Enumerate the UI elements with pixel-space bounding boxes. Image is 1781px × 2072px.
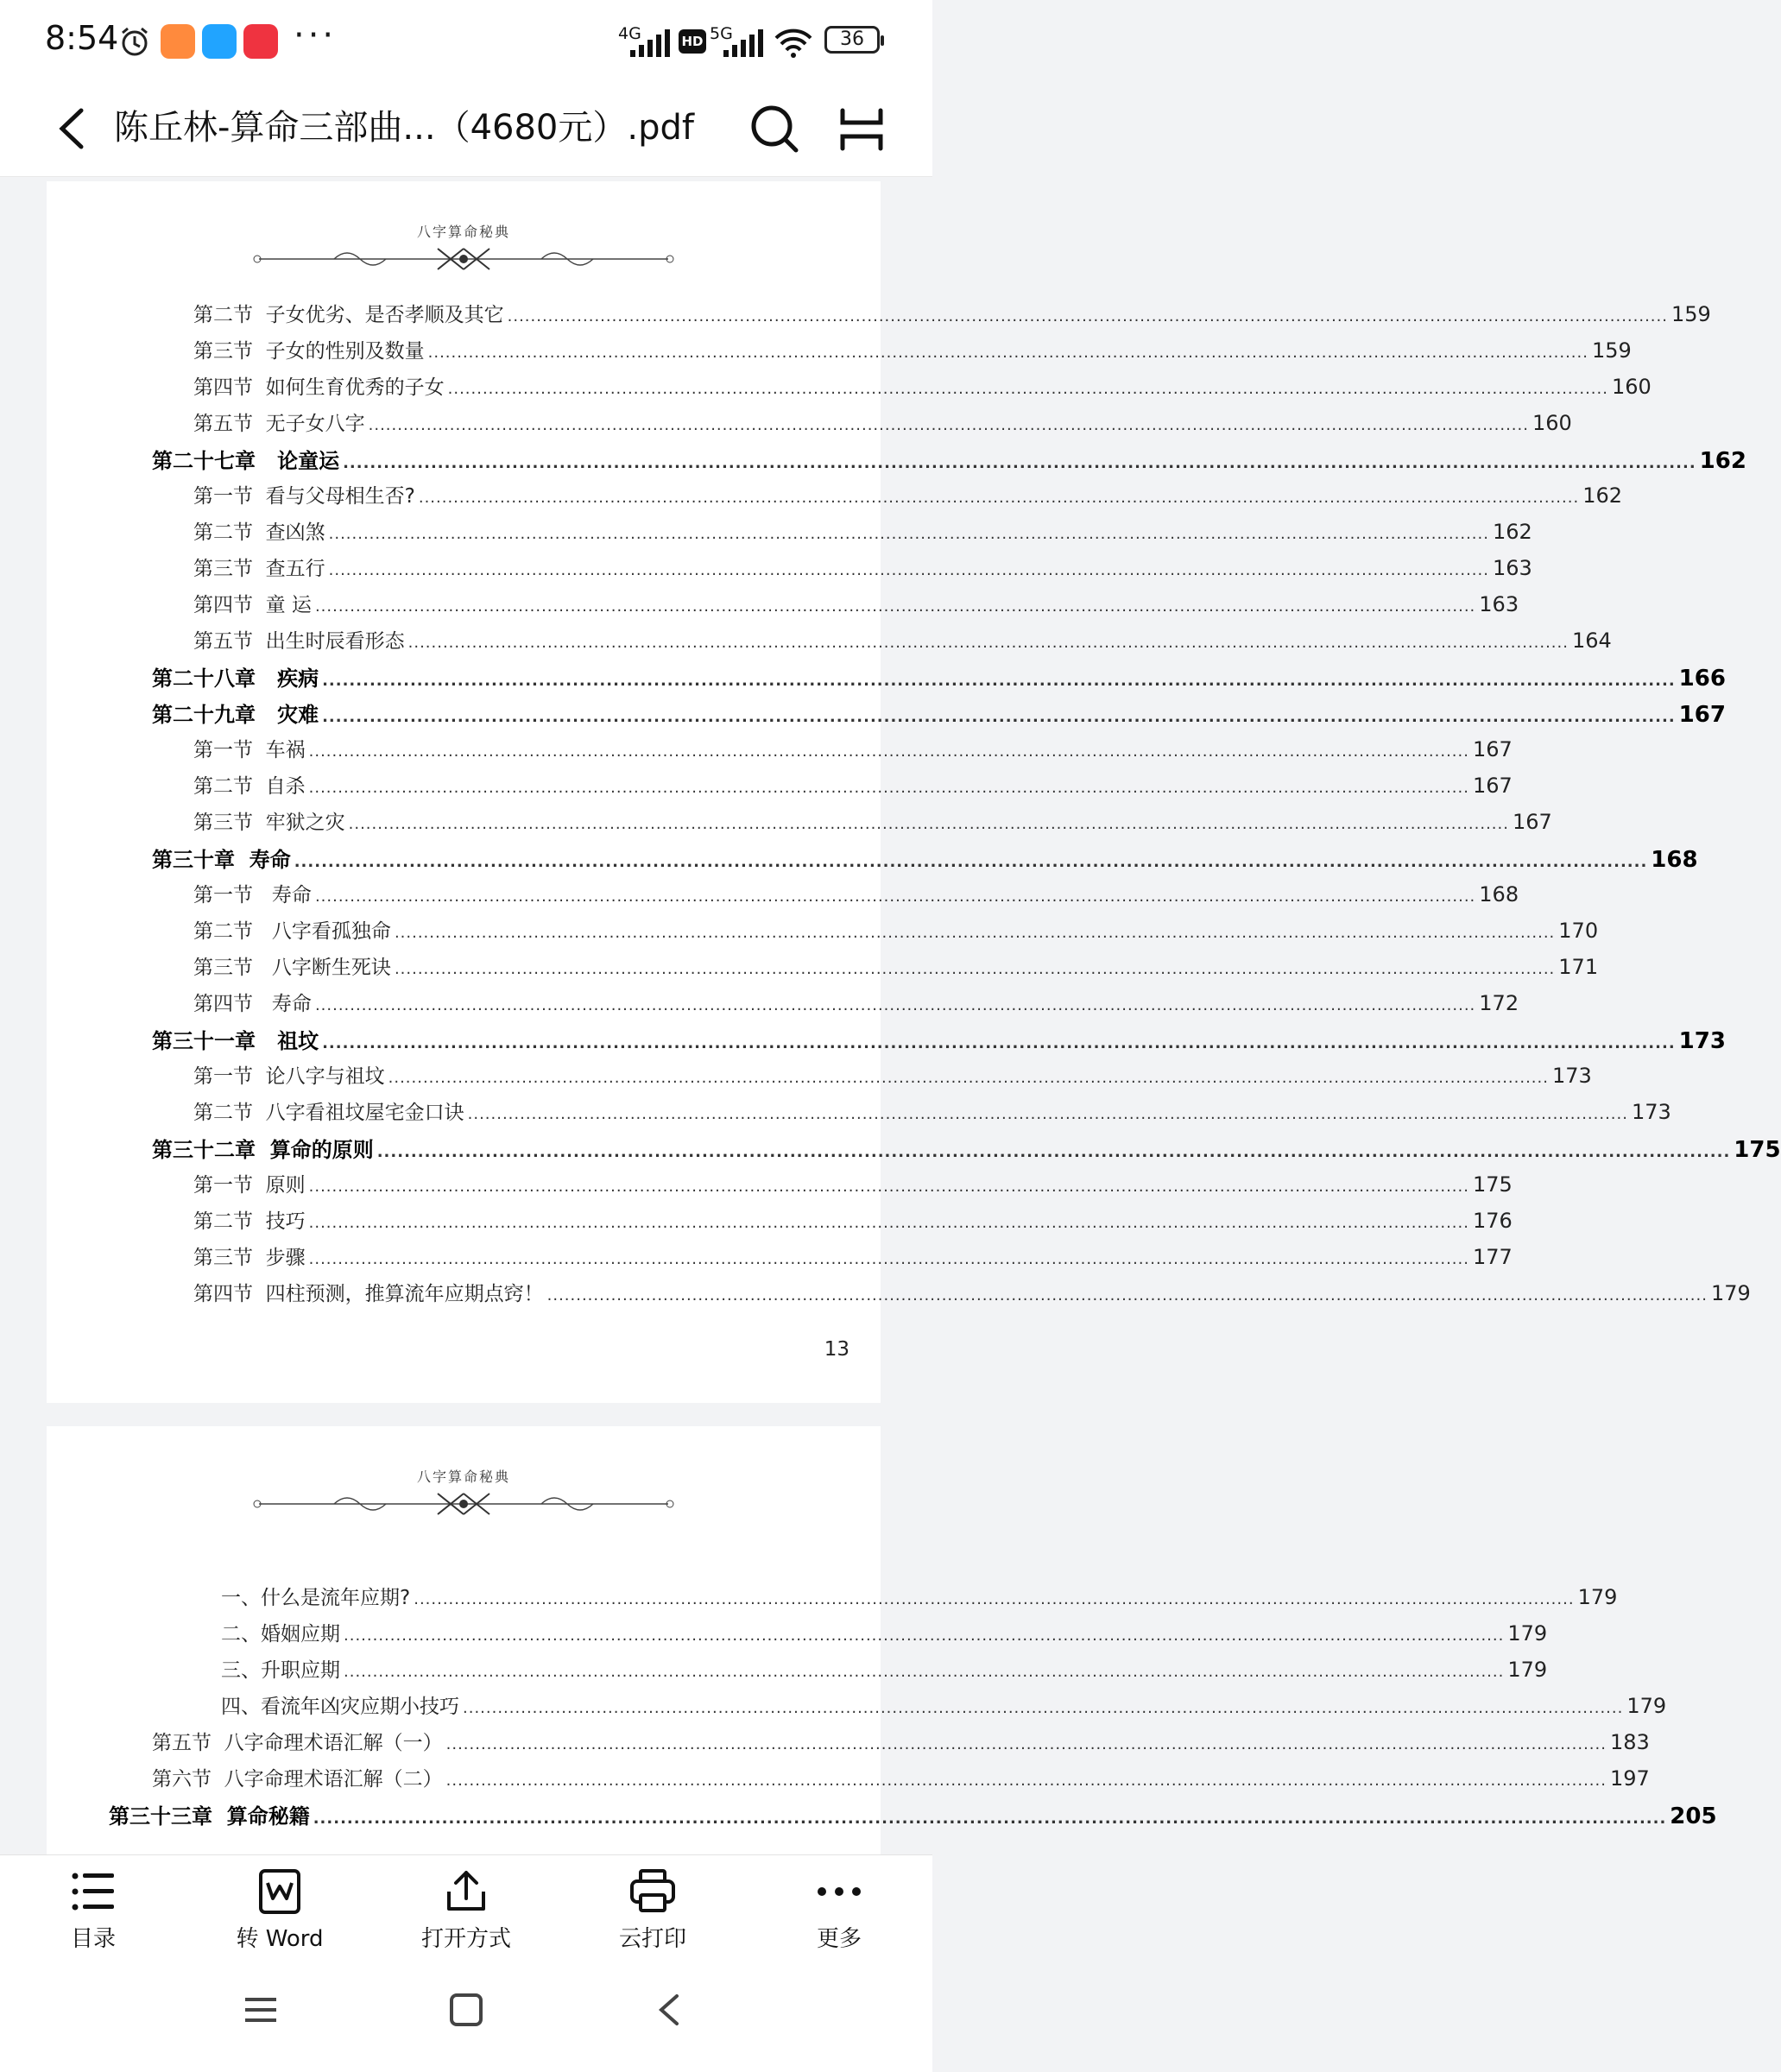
toc-entry-label: 第二节 查凶煞 <box>193 521 325 544</box>
toc-entry-label: 第五节 八字命理术语汇解（一） <box>152 1732 443 1754</box>
toc-section-row <box>193 1241 1513 1270</box>
toc-entry-label: 第四节 童 运 <box>193 594 312 616</box>
toc-entry-page: 167 <box>1472 737 1513 761</box>
page-header-ornament <box>47 1466 881 1519</box>
dot-leader: ........................................................................................................................................................................................................ <box>447 380 1608 398</box>
dot-leader: ........................................................................................................................................................................................................ <box>445 1735 1607 1753</box>
toc-section-row <box>221 1582 1618 1610</box>
dot-leader: ........................................................................................................................................................................................................ <box>328 561 1489 579</box>
toc-section-row <box>221 1654 1548 1683</box>
toc-entry-label: 第三节 八字断生死诀 <box>193 957 391 979</box>
toc-section-row <box>193 371 1652 400</box>
toc-entry-label: 第四节 如何生育优秀的子女 <box>193 376 445 399</box>
dot-leader: ........................................................................................................................................................................................................ <box>328 525 1489 543</box>
back-arrow-icon[interactable] <box>43 98 104 159</box>
dot-leader: ........................................................................................................................................................................................................ <box>467 1105 1628 1123</box>
dot-leader: ........................................................................................................................................................................................................ <box>394 924 1556 942</box>
dot-leader: ........................................................................................................................................................................................................ <box>343 454 1696 472</box>
toc-chapter-row <box>152 698 1726 728</box>
more-label: 更多 <box>816 1926 862 1952</box>
dot-leader: ........................................................................................................................................................................................................ <box>427 344 1588 362</box>
toc-entry-page: 173 <box>1631 1100 1671 1124</box>
dot-leader: ........................................................................................................................................................................................................ <box>445 1772 1607 1790</box>
toc-entry-label: 第三十二章 算命的原则 <box>152 1138 374 1162</box>
convert-to-word-label: 转 Word <box>236 1926 324 1952</box>
toc-entry-label: 第六节 八字命理术语汇解（二） <box>152 1768 443 1791</box>
toc-entry-page: 175 <box>1734 1137 1781 1163</box>
toc-entry-label: 第二十八章 疾病 <box>152 666 319 691</box>
dot-leader: ........................................................................................................................................................................................................ <box>308 779 1469 797</box>
title-bar <box>0 83 932 177</box>
nav-back-icon[interactable] <box>653 1993 687 2027</box>
toc-section-row <box>193 625 1612 654</box>
system-nav-bar <box>0 1958 932 2072</box>
toc-section-row <box>193 879 1519 907</box>
toc-entry-label: 第一节 原则 <box>193 1174 306 1197</box>
dot-leader: ........................................................................................................................................................................................................ <box>308 1178 1469 1196</box>
toc-section-row <box>221 1618 1548 1646</box>
more-notifications-icon: ··· <box>294 16 338 55</box>
pdf-page-13[interactable] <box>47 181 1781 1403</box>
dot-leader: ........................................................................................................................................................................................................ <box>376 1143 1731 1161</box>
toc-section-row <box>193 589 1519 617</box>
toc-section-row <box>193 1169 1513 1197</box>
toc-section-row <box>221 1690 1667 1719</box>
toc-section-row <box>193 1060 1592 1089</box>
page-header-title: 八字算命秘典 <box>416 1469 510 1485</box>
dot-leader: ........................................................................................................................................................................................................ <box>314 597 1476 616</box>
bottom-toolbar <box>0 1854 932 1959</box>
toc-section-row <box>193 553 1532 581</box>
more-button[interactable] <box>761 1867 917 1953</box>
toc-section-row <box>193 1096 1671 1125</box>
toc-chapter-row <box>152 1133 1781 1163</box>
toc-section-row <box>193 1278 1751 1306</box>
toc-entry-label: 第三节 牢狱之灾 <box>193 812 345 834</box>
hd-badge: HD <box>679 29 706 54</box>
dot-leader: ........................................................................................................................................................................................................ <box>314 888 1476 906</box>
toc-entry-page: 163 <box>1492 556 1532 580</box>
dot-leader: ........................................................................................................................................................................................................ <box>308 1214 1469 1232</box>
toc-entry-page: 167 <box>1472 774 1513 798</box>
toc-entry-page: 179 <box>1626 1694 1667 1718</box>
dot-leader: ........................................................................................................................................................................................................ <box>463 1699 1624 1717</box>
toc-entry-page: 173 <box>1678 1028 1726 1054</box>
dot-leader: ........................................................................................................................................................................................................ <box>368 416 1529 434</box>
cloud-print-button[interactable] <box>575 1867 730 1953</box>
more-icon <box>813 1867 865 1916</box>
toc-entry-page: 162 <box>1582 483 1622 508</box>
toc-entry-page: 159 <box>1670 302 1711 326</box>
toc-entry-label: 第二节 八字看孤独命 <box>193 920 391 943</box>
toc-entry-page: 164 <box>1571 629 1612 653</box>
dot-leader: ........................................................................................................................................................................................................ <box>294 853 1648 871</box>
toc-chapter-row <box>109 1799 1717 1829</box>
toc-entry-label: 第一节 车祸 <box>193 739 306 761</box>
toc-chapter-row <box>152 444 1746 474</box>
pdf-page-14[interactable] <box>47 1426 1717 1858</box>
toc-entry-label: 第二节 自杀 <box>193 775 306 798</box>
toc-entry-label: 第一节 寿命 <box>193 884 312 906</box>
toc-chapter-row <box>152 843 1698 873</box>
dot-leader: ........................................................................................................................................................................................................ <box>322 1034 1676 1052</box>
toc-entry-label: 一、什么是流年应期? <box>221 1587 411 1609</box>
toc-entry-page: 179 <box>1507 1658 1548 1682</box>
toc-entry-label: 第四节 寿命 <box>193 993 312 1015</box>
page-number: 13 <box>824 1338 849 1361</box>
dot-leader: ........................................................................................................................................................................................................ <box>394 960 1556 978</box>
toc-entry-label: 第二十七章 论童运 <box>152 449 340 473</box>
toc-entry-page: 162 <box>1492 520 1532 544</box>
toc-entry-page: 167 <box>1512 810 1552 834</box>
dot-leader: ........................................................................................................................................................................................................ <box>348 815 1509 833</box>
toc-section-row <box>152 1763 1650 1791</box>
signal-bars-icon <box>630 29 670 57</box>
toc-entry-page: 177 <box>1472 1245 1513 1269</box>
toc-entry-page: 176 <box>1472 1209 1513 1233</box>
toc-entry-page: 160 <box>1611 375 1652 399</box>
toc-entry-page: 163 <box>1479 592 1519 616</box>
dot-leader: ........................................................................................................................................................................................................ <box>407 634 1569 652</box>
toc-entry-label: 第三节 子女的性别及数量 <box>193 340 425 363</box>
toc-entry-label: 第三节 步骤 <box>193 1247 306 1269</box>
ornament-divider <box>252 244 675 274</box>
status-bar <box>0 0 932 83</box>
alarm-icon <box>117 24 152 59</box>
ornament-divider <box>252 1489 675 1519</box>
home-icon[interactable] <box>449 1993 483 2027</box>
dot-leader: ........................................................................................................................................................................................................ <box>313 1810 1667 1828</box>
toc-section-row <box>193 516 1532 545</box>
toc-entry-page: 167 <box>1678 702 1726 728</box>
toc-entry-page: 205 <box>1670 1804 1717 1829</box>
dot-leader: ........................................................................................................................................................................................................ <box>308 1250 1469 1268</box>
toc-section-row <box>193 407 1572 436</box>
toc-entry-page: 171 <box>1558 955 1599 979</box>
toc-entry-page: 160 <box>1532 411 1572 435</box>
word-icon <box>254 1867 306 1916</box>
toc-entry-page: 166 <box>1678 666 1726 692</box>
list-icon <box>67 1867 119 1916</box>
toc-entry-label: 第三十一章 祖坟 <box>152 1029 319 1053</box>
dot-leader: ........................................................................................................................................................................................................ <box>308 742 1469 761</box>
network-4g-label: 4G <box>618 24 641 43</box>
toc-entry-page: 179 <box>1577 1585 1618 1609</box>
dot-leader: ........................................................................................................................................................................................................ <box>322 672 1676 690</box>
battery-indicator: 36 <box>824 26 880 54</box>
toc-entry-label: 第一节 论八字与祖坟 <box>193 1065 385 1088</box>
toc-entry-label: 第二节 八字看祖坟屋宅金口诀 <box>193 1102 464 1124</box>
page-header-title: 八字算命秘典 <box>416 224 510 240</box>
toc-chapter-row <box>152 1024 1726 1054</box>
toc-section-row <box>193 1205 1513 1234</box>
toc-entry-label: 第二节 子女优劣、是否孝顺及其它 <box>193 304 504 326</box>
wifi-icon <box>774 28 813 59</box>
toc-section-row <box>193 734 1513 762</box>
search-icon[interactable] <box>744 98 805 159</box>
toc-entry-page: 172 <box>1479 991 1519 1015</box>
dot-leader: ........................................................................................................................................................................................................ <box>344 1663 1505 1681</box>
chat-app-icon <box>202 24 237 59</box>
dot-leader: ........................................................................................................................................................................................................ <box>418 489 1580 507</box>
split-view-icon[interactable] <box>834 102 889 157</box>
toc-section-row <box>193 988 1519 1016</box>
cloud-print-label: 云打印 <box>618 1926 686 1952</box>
toc-entry-label: 第五节 无子女八字 <box>193 413 365 435</box>
dot-leader: ........................................................................................................................................................................................................ <box>546 1286 1708 1304</box>
toc-entry-label: 第一节 看与父母相生否? <box>193 485 415 508</box>
shopping-app-icon <box>161 24 195 59</box>
toc-entry-page: 179 <box>1710 1281 1751 1305</box>
menu-icon[interactable] <box>243 1993 278 2027</box>
toc-entry-label: 第三十三章 算命秘籍 <box>109 1804 310 1829</box>
toc-section-row <box>193 951 1599 980</box>
open-with-button[interactable] <box>388 1867 544 1953</box>
toc-chapter-row <box>152 661 1726 692</box>
toc-label: 目录 <box>70 1926 116 1952</box>
toc-entry-page: 179 <box>1507 1621 1548 1646</box>
news-app-icon <box>243 24 278 59</box>
toc-entry-label: 三、升职应期 <box>221 1659 340 1682</box>
toc-section-row <box>152 1727 1650 1755</box>
dot-leader: ........................................................................................................................................................................................................ <box>314 996 1476 1014</box>
toc-section-row <box>193 299 1711 327</box>
dot-leader: ........................................................................................................................................................................................................ <box>322 708 1676 726</box>
dot-leader: ........................................................................................................................................................................................................ <box>344 1627 1505 1645</box>
toc-section-row <box>193 770 1513 799</box>
dot-leader: ........................................................................................................................................................................................................ <box>388 1069 1549 1087</box>
toc-entry-label: 第二十九章 灾难 <box>152 703 319 727</box>
open-with-label: 打开方式 <box>420 1926 511 1952</box>
toc-entry-page: 183 <box>1609 1730 1650 1754</box>
dot-leader: ........................................................................................................................................................................................................ <box>414 1590 1575 1608</box>
toc-entry-page: 168 <box>1651 847 1698 873</box>
toc-entry-page: 197 <box>1609 1766 1650 1791</box>
printer-icon <box>627 1867 679 1916</box>
signal-bars-icon-2 <box>723 29 763 57</box>
toc-entry-label: 四、看流年凶灾应期小技巧 <box>221 1696 459 1718</box>
page-header-ornament <box>47 221 881 274</box>
toc-entry-label: 第二节 技巧 <box>193 1210 306 1233</box>
toc-entry-label: 第四节 四柱预测，推算流年应期点窍！ <box>193 1283 544 1305</box>
toc-entry-label: 二、婚姻应期 <box>221 1623 340 1646</box>
toc-entry-page: 159 <box>1591 338 1632 363</box>
toc-entry-page: 173 <box>1551 1064 1592 1088</box>
toc-entry-label: 第五节 出生时辰看形态 <box>193 630 405 653</box>
convert-to-word-button[interactable] <box>202 1867 357 1953</box>
toc-entry-page: 168 <box>1479 882 1519 906</box>
toc-section-row <box>193 480 1622 509</box>
toc-button[interactable] <box>16 1867 171 1953</box>
toc-entry-label: 第三十章 寿命 <box>152 848 291 872</box>
network-5g-label: 5G <box>710 24 733 43</box>
toc-entry-page: 170 <box>1558 919 1599 943</box>
toc-entry-page: 175 <box>1472 1172 1513 1197</box>
document-title: 陈丘林-算命三部曲...（4680元）.pdf <box>114 108 694 148</box>
toc-section-row <box>193 915 1599 944</box>
share-icon <box>440 1867 492 1916</box>
toc-section-row <box>193 335 1632 363</box>
toc-entry-page: 162 <box>1699 448 1746 474</box>
toc-section-row <box>193 806 1552 835</box>
clock: 8:54 <box>45 19 119 57</box>
dot-leader: ........................................................................................................................................................................................................ <box>507 307 1668 325</box>
toc-entry-label: 第三节 查五行 <box>193 558 325 580</box>
